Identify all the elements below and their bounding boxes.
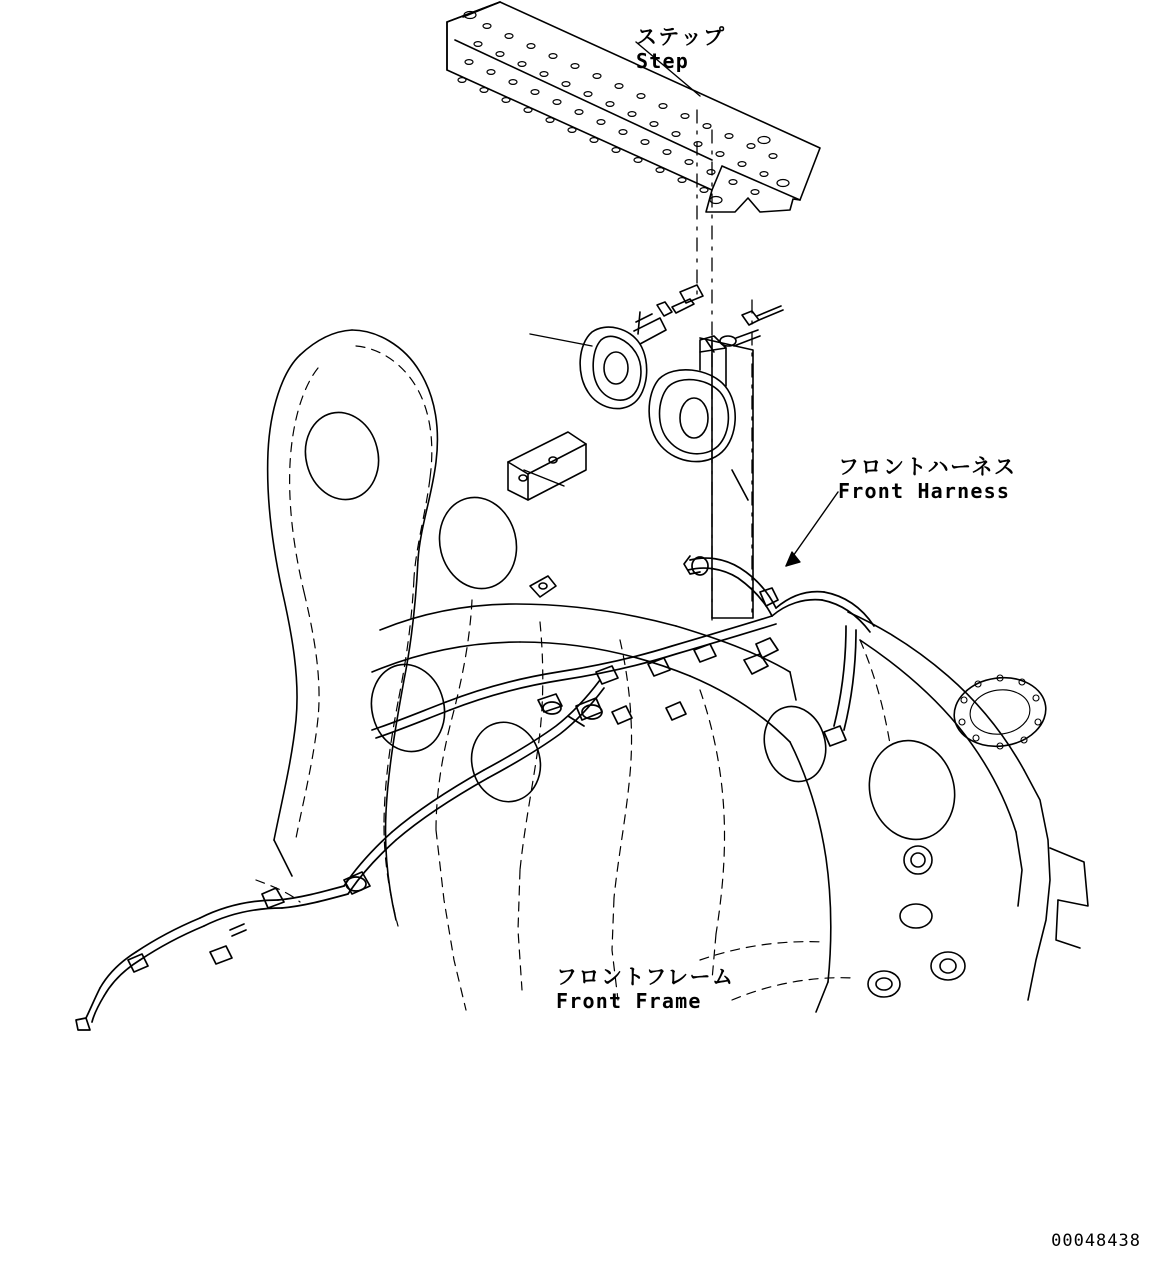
step-plate-graphic (447, 2, 820, 212)
label-front-harness-jp: フロントハーネス (838, 455, 1017, 479)
label-front-frame-en: Front Frame (556, 988, 702, 1013)
front-frame-graphic (268, 330, 1088, 1012)
label-step-jp: ステップ (636, 25, 726, 49)
label-front-harness-en: Front Harness (838, 478, 1011, 503)
drawing-number: 00048438 (1051, 1231, 1141, 1251)
label-front-frame-jp: フロントフレーム (556, 965, 735, 989)
label-step-en: Step (636, 48, 689, 73)
label-step (636, 26, 726, 72)
label-front-frame (556, 966, 735, 1012)
front-harness-graphic (76, 556, 874, 1030)
leader-lines (524, 42, 838, 566)
label-front-harness (838, 456, 1017, 502)
